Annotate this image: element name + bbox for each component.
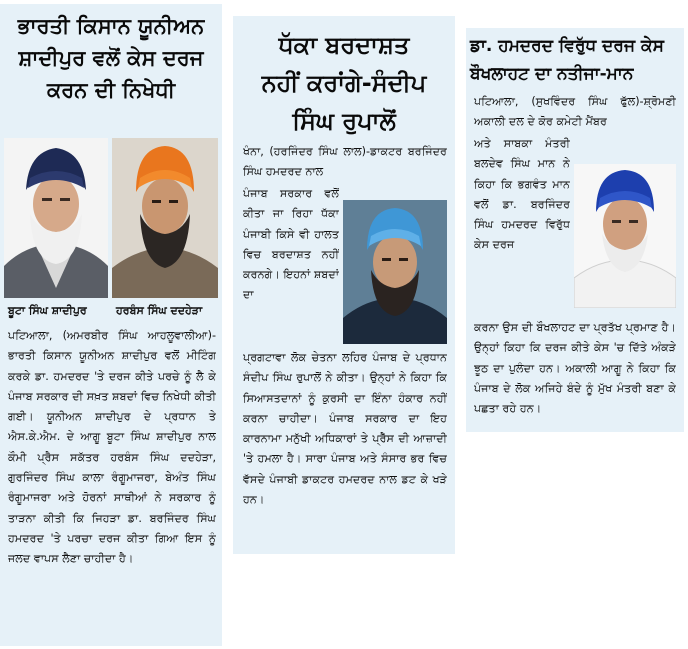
photo-caption-left: ਬੂਟਾ ਸਿੰਘ ਸ਼ਾਦੀਪੁਰ bbox=[8, 304, 87, 317]
photo-sandeep-singh bbox=[343, 200, 447, 344]
headline-left bbox=[0, 4, 222, 106]
article-body-middle-rest: ਪ੍ਰਗਟਾਵਾ ਲੋਕ ਚੇਤਨਾ ਲਹਿਰ ਪੰਜਾਬ ਦੇ ਪ੍ਰਧਾਨ ਸੰਦੀਪ ਸਿੰਘ ਰੁਪਾਲੋਂ ਨੇ ਕੀਤਾ। ਉਨ੍ਹਾਂ ਨੇ ਕਿਹਾ ਕਿ ਸਿਆਸਤਦਾਨਾਂ ਨੂੰ ਕੁਰਸੀ ਦਾ ਇੰਨਾ ਹੰਕਾਰ ਨਹੀਂ ਕਰਨਾ ਚਾਹੀਦਾ। ਪੰਜਾਬ ਸਰਕਾਰ ਦਾ ਇਹ ਕਾਰਨਾਮਾ ਮਨੁੱਖੀ ਅਧਿਕਾਰਾਂ ਤੇ ਪ੍ਰੈੱਸ ਦੀ ਆਜ਼ਾਦੀ 'ਤੇ ਹਮਲਾ ਹੈ। ਸਾਰਾ ਪੰਜਾਬ ਅਤੇ ਸੰਸਾਰ ਭਰ ਵਿਚ ਵੱਸਦੇ ਪੰਜਾਬੀ ਡਾਕਟਰ ਹਮਦਰਦ ਨਾਲ ਡਟ ਕੇ ਖੜੇ ਹਨ। bbox=[243, 351, 447, 507]
headline-line: ਭਾਰਤੀ ਕਿਸਾਨ ਯੂਨੀਅਨ bbox=[17, 14, 205, 38]
article-body-right-rest: ਕਰਨਾ ਉਸ ਦੀ ਬੌਖਲਾਹਟ ਦਾ ਪ੍ਰਤੱਖ ਪ੍ਰਮਾਣ ਹੈ। ਉਨ੍ਹਾਂ ਕਿਹਾ ਕਿ ਦਰਜ ਕੀਤੇ ਕੇਸ 'ਚ ਦਿੱਤੇ ਅੰਕੜੇ ਝੂਠ ਦਾ ਪੁਲੰਦਾ ਹਨ। ਅਕਾਲੀ ਆਗੂ ਨੇ ਕਿਹਾ ਕਿ ਪੰਜਾਬ ਦੇ ਲੋਕ ਅਜਿਹੇ ਬੰਦੇ ਨੂੰ ਮੁੱਖ ਮੰਤਰੀ ਬਣਾ ਕੇ ਪਛਤਾ ਰਹੇ ਹਨ। bbox=[474, 321, 676, 416]
headline-line: ਧੱਕਾ ਬਰਦਾਸ਼ਤ bbox=[278, 31, 410, 59]
article-middle bbox=[233, 16, 455, 554]
photo-buta-singh bbox=[4, 138, 108, 298]
article-body-middle-wrap: ਪੰਜਾਬ ਸਰਕਾਰ ਵਲੋਂ ਕੀਤਾ ਜਾ ਰਿਹਾ ਧੱਕਾ ਪੰਜਾਬੀ ਕਿਸੇ ਵੀ ਹਾਲਤ ਵਿਚ ਬਰਦਾਸ਼ਤ ਨਹੀਂ ਕਰਨਗੇ। ਇਹਨਾਂ ਸ਼ਬਦਾਂ ਦਾ bbox=[243, 187, 339, 302]
headline-line: ਸਿੰਘ ਰੁਪਾਲੋਂ bbox=[292, 107, 396, 135]
photo-harbans-singh bbox=[112, 138, 218, 298]
article-body-right-intro: ਪਟਿਆਲਾ, (ਸੁਖਵਿੰਦਰ ਸਿੰਘ ਫੁੱਲ)-ਸ਼੍ਰੋਮਣੀ ਅਕਾਲੀ ਦਲ ਦੇ ਕੋਰ ਕਮੇਟੀ ਮੈਂਬਰ bbox=[474, 95, 676, 129]
headline-line: ਕਰਨ ਦੀ ਨਿਖੇਧੀ bbox=[46, 78, 176, 102]
photo-baldev-singh bbox=[574, 164, 676, 308]
headline-middle bbox=[233, 16, 455, 140]
article-body-middle-intro: ਖੰਨਾ, (ਹਰਜਿੰਦਰ ਸਿੰਘ ਲਾਲ)-ਡਾਕਟਰ ਬਰਜਿੰਦਰ ਸਿੰਘ ਹਮਦਰਦ ਨਾਲ bbox=[243, 145, 447, 179]
photo-caption-right: ਹਰਬੰਸ ਸਿੰਘ ਦਦਹੇੜਾ bbox=[116, 304, 203, 317]
article-body-right-wrap: ਅਤੇ ਸਾਬਕਾ ਮੰਤਰੀ ਬਲਦੇਵ ਸਿੰਘ ਮਾਨ ਨੇ ਕਿਹਾ ਕਿ ਭਗਵੰਤ ਮਾਨ ਵਲੋਂ ਡਾ. ਬਰਜਿੰਦਰ ਸਿੰਘ ਹਮਦਰਦ ਵਿਰੁੱਧ ਕੇਸ ਦਰਜ bbox=[474, 137, 570, 252]
article-left bbox=[0, 4, 222, 646]
headline-line: ਨਹੀਂ ਕਰਾਂਗੇ-ਸੰਦੀਪ bbox=[261, 69, 427, 97]
article-body-left: ਪਟਿਆਲਾ, (ਅਮਰਬੀਰ ਸਿੰਘ ਆਹਲੂਵਾਲੀਆ)-ਭਾਰਤੀ ਕਿਸਾਨ ਯੂਨੀਅਨ ਸ਼ਾਦੀਪੁਰ ਵਲੋਂ ਮੀਟਿੰਗ ਕਰਕੇ ਡਾ. ਹਮਦਰਦ 'ਤੇ ਦਰਜ ਕੀਤੇ ਪਰਚੇ ਨੂੰ ਲੈ ਕੇ ਪੰਜਾਬ ਸਰਕਾਰ ਦੀ ਸਖ਼ਤ ਸ਼ਬਦਾਂ ਵਿਚ ਨਿਖੇਧੀ ਕੀਤੀ ਗਈ। ਯੂਨੀਅਨ ਸ਼ਾਦੀਪੁਰ ਦੇ ਪ੍ਰਧਾਨ ਤੇ ਐਸ.ਕੇ.ਐਮ. ਦੇ ਆਗੂ ਬੂਟਾ ਸਿੰਘ ਸ਼ਾਦੀਪੁਰ ਨਾਲ ਕੌਮੀ ਪ੍ਰੈਸ ਸਕੱਤਰ ਹਰਬੰਸ ਸਿੰਘ ਦਦਹੇੜਾ, ਗੁਰਜਿੰਦਰ ਸਿੰਘ ਕਾਲਾ ਰੰਗੂਮਾਜਰਾ, ਬੇਅੰਤ ਸਿੰਘ ਰੰਗੂਮਾਜਰਾ ਅਤੇ ਹੋਰਨਾਂ ਸਾਥੀਆਂ ਨੇ ਸਰਕਾਰ ਨੂੰ ਤਾੜਨਾ ਕੀਤੀ ਕਿ ਜਿਹੜਾ ਡਾ. ਬਰਜਿੰਦਰ ਸਿੰਘ ਹਮਦਰਦ 'ਤੇ ਪਰਚਾ ਦਰਜ ਕੀਤਾ ਗਿਆ ਇਸ ਨੂੰ ਜਲਦ ਵਾਪਸ ਲੈਣਾ ਚਾਹੀਦਾ ਹੈ। bbox=[8, 329, 216, 566]
headline-line: ਬੌਖਲਾਹਟ ਦਾ ਨਤੀਜਾ-ਮਾਨ bbox=[470, 64, 634, 84]
headline-line: ਸ਼ਾਦੀਪੁਰ ਵਲੋਂ ਕੇਸ ਦਰਜ bbox=[18, 46, 204, 70]
headline-line: ਡਾ. ਹਮਦਰਦ ਵਿਰੁੱਧ ਦਰਜ ਕੇਸ bbox=[470, 36, 664, 56]
article-right bbox=[466, 28, 684, 432]
headline-right bbox=[466, 28, 684, 88]
